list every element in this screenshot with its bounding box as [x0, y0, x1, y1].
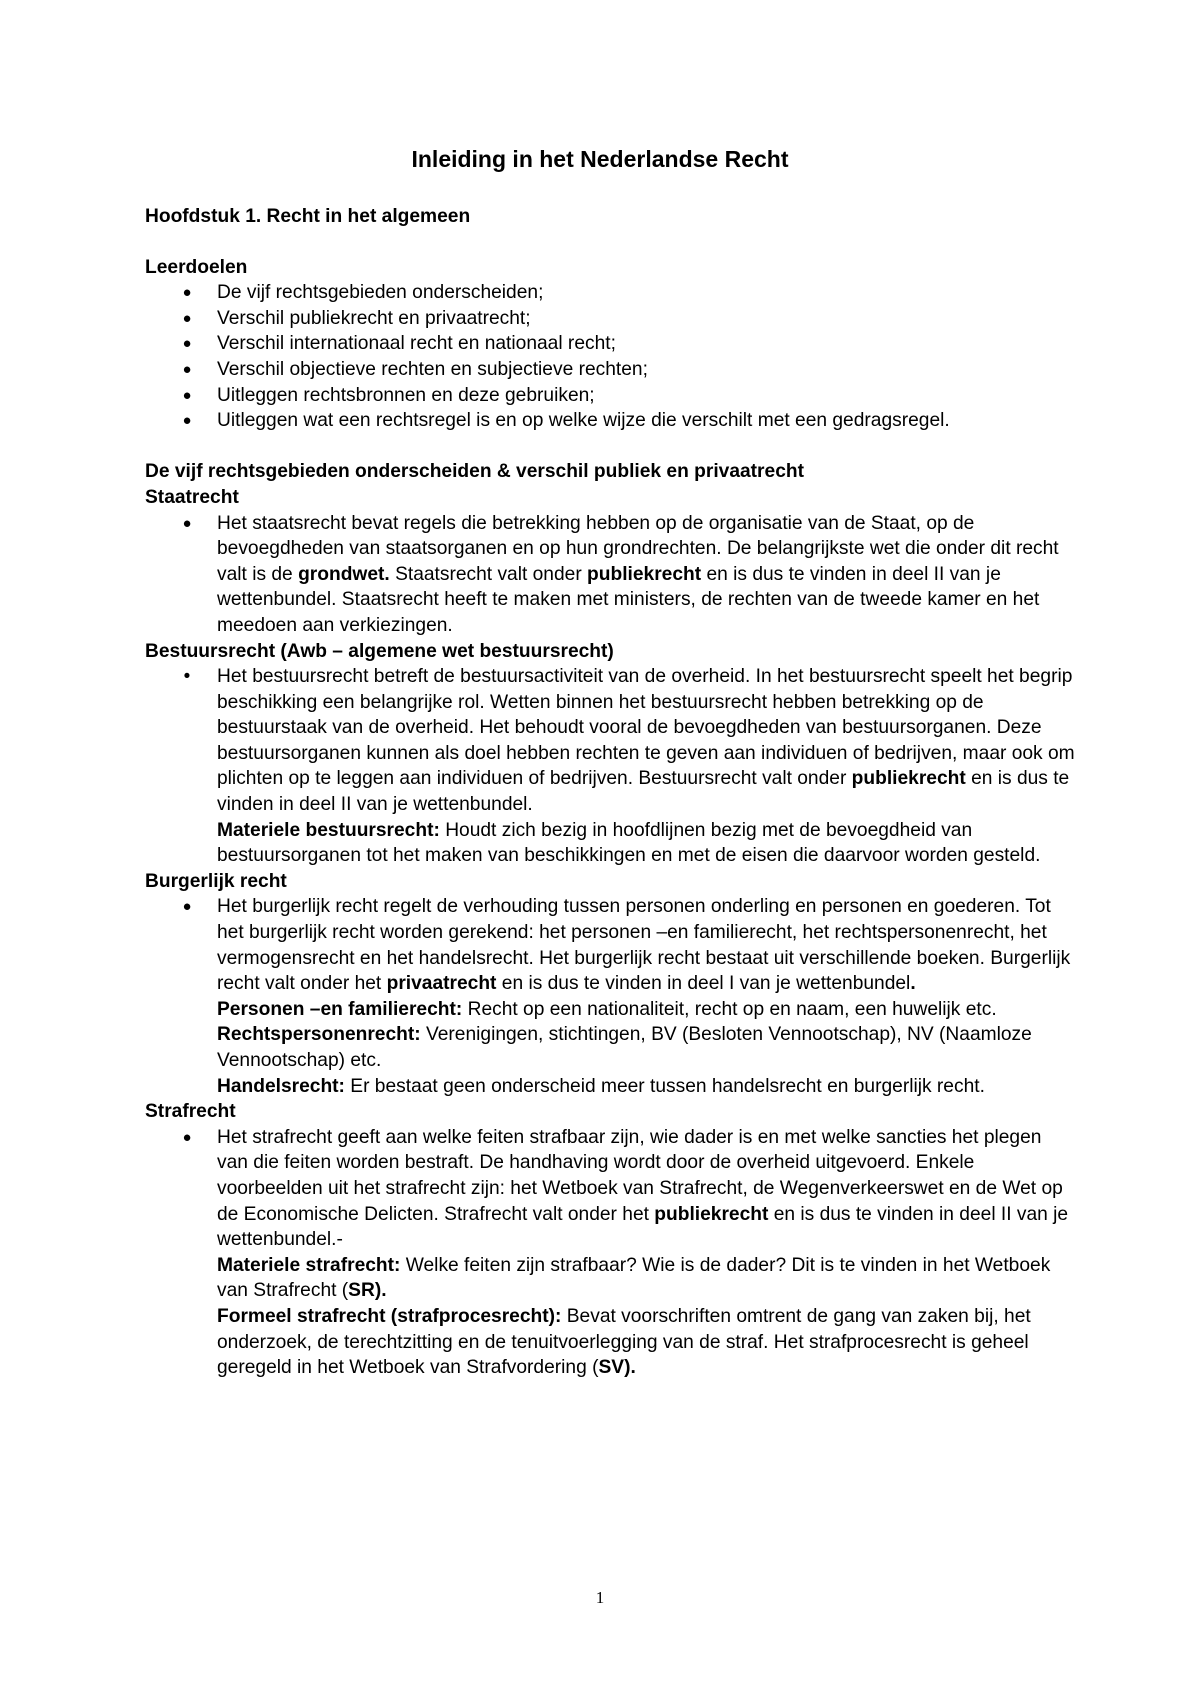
list-item [182, 408, 1075, 434]
text-run: en is dus te vinden in deel I van je wettenbundel [496, 973, 911, 995]
burgerlijk-heading: Burgerlijk recht [145, 870, 287, 892]
text-run: Er bestaat geen onderscheid meer tussen handelsrecht en burgerlijk recht. [344, 1075, 985, 1097]
bold-term: publiekrecht [654, 1203, 769, 1225]
bullet-icon: ● [182, 898, 192, 916]
list-item [182, 280, 1075, 306]
strafrecht-paragraph [217, 1125, 1075, 1253]
text-run: en is dus te vinden in deel II van je wettenbundel.- [217, 1203, 1069, 1251]
chapter-heading: Hoofdstuk 1. Recht in het algemeen [145, 206, 471, 227]
burgerlijk-list [145, 894, 1075, 1099]
page-number: 1 [595, 1588, 605, 1607]
bullet-icon: • [183, 666, 191, 688]
strafrecht-list [145, 1125, 1075, 1381]
staatsrecht-paragraph [217, 511, 1075, 639]
bold-term: SR). [348, 1280, 387, 1302]
bold-term: publiekrecht [851, 768, 966, 790]
list-item-text: Uitleggen wat een rechtsregel is en op welke wijze die verschilt met een gedragsregel. [217, 410, 950, 432]
text-run: Het strafrecht geeft aan welke feiten strafbaar zijn, wie dader is en met welke sancties het plegen van die feiten worden bestraft. De handhaving wordt door de overheid uitgevoerd. Enkele voorbeelden uit het strafrecht zijn: het Wetboek van Strafrecht, de Wegenverkeerswet en de Wet op de Economische Delicten. Strafrecht valt onder het [217, 1126, 1063, 1225]
bold-term: . [910, 973, 916, 995]
bullet-icon: ● [182, 514, 192, 532]
list-item-text: Verschil publiekrecht en privaatrecht; [217, 307, 531, 329]
text-run: en is dus te vinden in deel II van je wettenbundel. [217, 768, 1070, 816]
burgerlijk-paragraph [217, 894, 1075, 996]
text-run: Het burgerlijk recht regelt de verhouding tussen personen onderling en personen en goederen. Tot het burgerlijk recht worden gerekend: het personen –en familierecht, het rechtspersonenrecht, het vermogensrecht en het handelsrecht. Het burgerlijk recht bestaat uit verschillende boeken. Burgerlijk recht valt onder het [217, 896, 1071, 995]
list-item [182, 511, 1075, 639]
bestuursrecht-sub-paragraph [217, 818, 1075, 869]
sub-label: Rechtspersonenrecht: [217, 1024, 421, 1046]
list-item-text: Uitleggen rechtsbronnen en deze gebruiken; [217, 384, 595, 406]
bullet-icon: ● [182, 284, 192, 302]
leerdoelen-heading: Leerdoelen [145, 256, 248, 278]
bold-term: grondwet. [298, 563, 390, 585]
list-item [183, 664, 1075, 869]
burgerlijk-sub-paragraph [217, 1022, 1075, 1073]
spacer [145, 230, 1075, 241]
text-run: Recht op een nationaliteit, recht op en naam, een huwelijk etc. [462, 998, 997, 1020]
strafrecht-heading: Strafrecht [145, 1101, 236, 1123]
list-item [182, 306, 1075, 332]
burgerlijk-sub-paragraph [217, 997, 1075, 1023]
section-heading: De vijf rechtsgebieden onderscheiden & verschil publiek en privaatrecht [145, 461, 804, 483]
list-item [182, 357, 1075, 383]
strafrecht-sub-paragraph [217, 1253, 1075, 1304]
text-run: Welke feiten zijn strafbaar? Wie is de dader? Dit is te vinden in het Wetboek van Strafrecht ( [217, 1254, 1051, 1302]
staatsrecht-heading: Staatrecht [145, 486, 239, 508]
bold-term: privaatrecht [386, 973, 497, 995]
bestuursrecht-list [145, 664, 1075, 869]
bullet-icon: ● [182, 386, 192, 404]
bullet-icon: ● [182, 360, 192, 378]
staatsrecht-list [145, 511, 1075, 639]
bullet-icon: ● [182, 309, 192, 327]
text-run: Het bestuursrecht betreft de bestuursactiviteit van de overheid. In het bestuursrecht speelt het begrip beschikking een belangrijke rol. Wetten binnen het bestuursrecht hebben betrekking op de bestuurstaak van de overheid. Het behoudt vooral de bevoegdheden van bestuursorganen. Deze bestuursorganen kunnen als doel hebben rechten te geven aan individuen of bedrijven, maar ook om plichten op te leggen aan individuen of bedrijven. Bestuursrecht valt onder [217, 666, 1075, 790]
burgerlijk-sub-paragraph [217, 1074, 1075, 1100]
bold-term: SV). [598, 1357, 636, 1379]
list-item [182, 331, 1075, 357]
strafrecht-sub-paragraph [217, 1304, 1075, 1381]
bullet-icon: ● [182, 1128, 192, 1146]
bold-term: publiekrecht [587, 563, 702, 585]
list-item [182, 894, 1075, 1099]
sub-label: Personen –en familierecht: [217, 998, 463, 1020]
text-run: Het staatsrecht bevat regels die betrekking hebben op de organisatie van de Staat, op de bevoegdheden van staatsorganen en op hun grondrechten. De belangrijkste wet die onder dit recht valt is de [217, 512, 1059, 585]
bullet-icon: ● [182, 335, 192, 353]
list-item [182, 383, 1075, 409]
list-item-text: De vijf rechtsgebieden onderscheiden; [217, 282, 544, 304]
list-item [182, 1125, 1075, 1381]
list-item-text: Verschil objectieve rechten en subjectieve rechten; [217, 358, 648, 380]
bestuursrecht-heading: Bestuursrecht (Awb – algemene wet bestuursrecht) [145, 640, 614, 662]
sub-label: Materiele bestuursrecht: [217, 819, 440, 841]
bullet-icon: ● [182, 412, 192, 430]
text-run: Houdt zich bezig in hoofdlijnen bezig met de bevoegdheid van bestuursorganen tot het maken van beschikkingen en met de eisen die daarvoor worden gesteld. [217, 819, 1041, 867]
text-run: Staatsrecht valt onder [389, 563, 588, 585]
text-run: Bevat voorschriften omtrent de gang van zaken bij, het onderzoek, de terechtzitting en de tenuitvoerlegging van de straf. Het strafprocesrecht is geheel geregeld in het Wetboek van Strafvordering ( [217, 1305, 1031, 1379]
spacer [145, 241, 1075, 255]
document-body [145, 204, 1075, 1381]
sub-label: Handelsrecht: [217, 1075, 345, 1097]
text-run: Verenigingen, stichtingen, BV (Besloten Vennootschap), NV (Naamloze Vennootschap) etc. [217, 1024, 1032, 1071]
document-title: Inleiding in het Nederlandse Recht [411, 146, 789, 172]
list-item-text: Verschil internationaal recht en nationaal recht; [217, 333, 616, 355]
bestuursrecht-paragraph [217, 664, 1075, 818]
sub-label: Materiele strafrecht: [217, 1254, 401, 1276]
spacer [145, 434, 1075, 460]
sub-label: Formeel strafrecht (strafprocesrecht): [217, 1305, 562, 1327]
leerdoelen-list [145, 280, 1075, 434]
text-run: en is dus te vinden in deel II van je wettenbundel. Staatsrecht heeft te maken met ministers, de rechten van de tweede kamer en het meedoen aan verkiezingen. [217, 563, 1040, 636]
